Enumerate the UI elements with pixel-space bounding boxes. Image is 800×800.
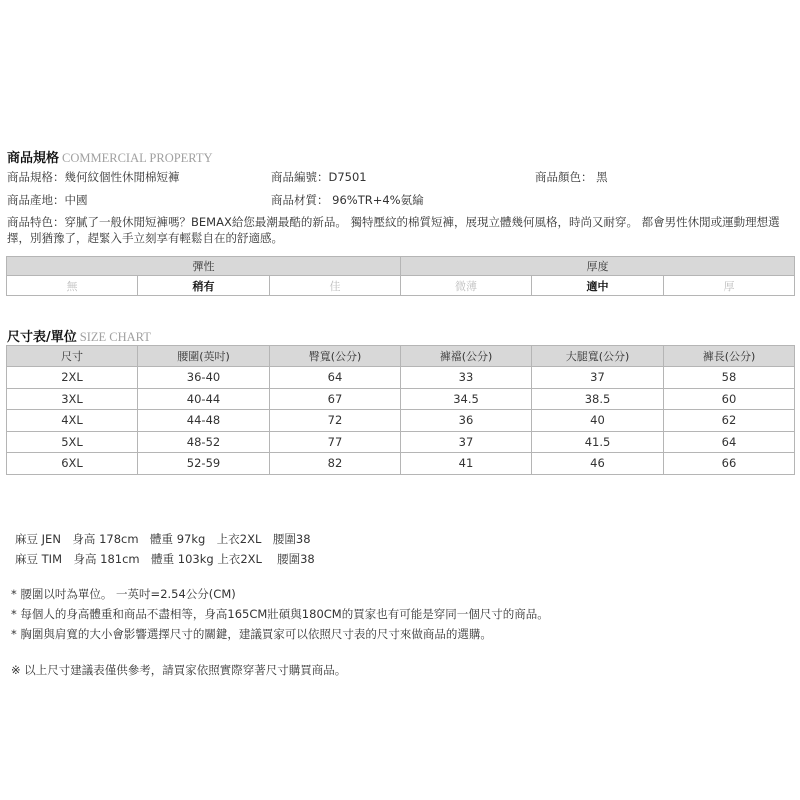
table-row <box>7 431 795 453</box>
table-row <box>7 367 795 389</box>
size-chart-header: 大腿寬(公分) <box>532 346 664 367</box>
table-cell: 52-59 <box>138 453 270 475</box>
model-info-jen: 麻豆 JEN 身高 178cm 體重 97kg 上衣2XL 腰圍38 <box>15 532 311 546</box>
attribute-name-elasticity: 彈性 <box>7 257 401 276</box>
table-cell: 41 <box>401 453 532 475</box>
table-cell: 36 <box>401 410 532 432</box>
table-cell: 40-44 <box>138 388 270 410</box>
spec-origin: 商品產地：中國 <box>7 193 88 207</box>
size-chart-header: 腰圍(英吋) <box>138 346 270 367</box>
table-cell: 40 <box>532 410 664 432</box>
size-chart-title: 尺寸表/單位 <box>7 330 77 345</box>
table-cell: 62 <box>664 410 795 432</box>
spec-subtitle: COMMERCIAL PROPERTY <box>62 151 213 165</box>
table-cell: 4XL <box>7 410 138 432</box>
table-row <box>7 388 795 410</box>
size-chart-header: 褲襠(公分) <box>401 346 532 367</box>
table-cell: 64 <box>270 367 401 389</box>
model-info-tim: 麻豆 TIM 身高 181cm 體重 103kg 上衣2XL 腰圍38 <box>15 552 315 566</box>
table-cell: 2XL <box>7 367 138 389</box>
size-chart-section-title <box>7 326 151 345</box>
table-cell: 5XL <box>7 431 138 453</box>
table-cell: 34.5 <box>401 388 532 410</box>
table-cell: 46 <box>532 453 664 475</box>
spec-color: 商品顏色： 黑 <box>535 170 608 184</box>
table-cell: 6XL <box>7 453 138 475</box>
size-chart-header-row <box>7 346 795 367</box>
table-cell: 72 <box>270 410 401 432</box>
size-chart-table <box>6 345 795 475</box>
size-chart-header: 尺寸 <box>7 346 138 367</box>
spec-material: 商品材質： 96%TR+4%氨綸 <box>271 193 424 207</box>
attribute-option: 佳 <box>270 276 401 296</box>
spec-title: 商品規格 <box>7 151 60 166</box>
table-cell: 67 <box>270 388 401 410</box>
table-cell: 36-40 <box>138 367 270 389</box>
table-cell: 77 <box>270 431 401 453</box>
table-cell: 38.5 <box>532 388 664 410</box>
table-cell: 41.5 <box>532 431 664 453</box>
attribute-option-selected: 稍有 <box>138 276 270 296</box>
note-chest-shoulder: * 胸圍與肩寬的大小會影響選擇尺寸的關鍵，建議買家可以依照尺寸表的尺寸來做商品的選購。 <box>11 627 492 641</box>
table-cell: 66 <box>664 453 795 475</box>
table-cell: 60 <box>664 388 795 410</box>
attribute-option: 厚 <box>664 276 795 296</box>
spec-description: 商品特色：穿膩了一般休閒短褲嗎？BEMAX給您最潮最酷的新品。 獨特壓紋的棉質短褲，展現立體幾何風格，時尚又耐穿。 都會男性休閒或運動理想選擇，別猶豫了，趕緊入手立刻享有輕鬆自在的舒適感。 <box>7 215 780 245</box>
note-body-size: * 每個人的身高體重和商品不盡相等，身高165CM壯碩與180CM的買家也有可能是穿同一個尺寸的商品。 <box>11 607 549 621</box>
disclaimer: ※ 以上尺寸建議表僅供參考，請買家依照實際穿著尺寸購買商品。 <box>11 663 347 677</box>
table-cell: 3XL <box>7 388 138 410</box>
size-chart-header: 褲長(公分) <box>664 346 795 367</box>
table-cell: 33 <box>401 367 532 389</box>
attribute-option-selected: 適中 <box>532 276 664 296</box>
table-cell: 48-52 <box>138 431 270 453</box>
table-row <box>7 410 795 432</box>
spec-product-code: 商品編號：D7501 <box>271 170 367 184</box>
note-waist-unit: * 腰圍以吋為單位。 一英吋=2.54公分(CM) <box>11 587 236 601</box>
size-chart-subtitle: SIZE CHART <box>79 330 151 344</box>
attribute-table <box>6 256 795 296</box>
attribute-option: 無 <box>7 276 138 296</box>
table-cell: 58 <box>664 367 795 389</box>
attribute-option: 微薄 <box>401 276 532 296</box>
size-chart-header: 臀寬(公分) <box>270 346 401 367</box>
attribute-name-thickness: 厚度 <box>401 257 795 276</box>
table-cell: 82 <box>270 453 401 475</box>
spec-section-title <box>7 147 213 166</box>
table-cell: 37 <box>401 431 532 453</box>
spec-style: 商品規格：幾何紋個性休閒棉短褲 <box>7 170 180 184</box>
table-cell: 64 <box>664 431 795 453</box>
table-row <box>7 453 795 475</box>
table-cell: 37 <box>532 367 664 389</box>
table-cell: 44-48 <box>138 410 270 432</box>
